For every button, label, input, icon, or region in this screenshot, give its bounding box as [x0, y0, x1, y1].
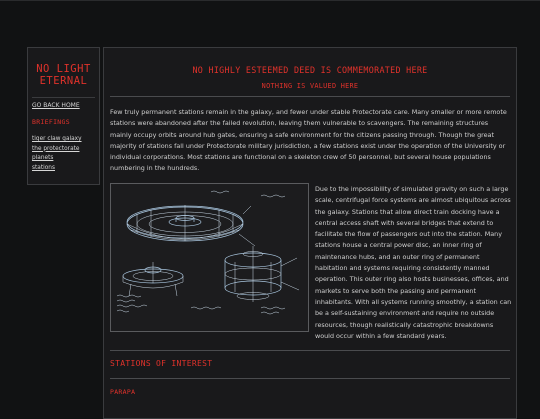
side-profile-sketch — [123, 262, 183, 296]
title-divider — [110, 96, 510, 97]
stations-of-interest-heading: STATIONS OF INTEREST — [110, 359, 213, 368]
sidebar-divider — [32, 97, 95, 98]
intro-paragraph: Few truly permanent stations remain in the galaxy, and fewer under stable Protectorate care. Many smaller or more remote stations were abandoned after the failed revolution, leaving them vulnerable to scavengers. The remaining structures mainly occupy orbits around hub gates, ensuring a safe environment for the citizens passing through. Though the great majority of stations fall under Protectorate military jurisdiction, a few stations exist under the operation of the University or individual corporations. Most stations are functional on a skeleton crew of 50 personnel, but several house populations numbering in the hundreds. — [110, 108, 507, 173]
disc-station-sketch — [127, 205, 255, 246]
main-content — [103, 47, 517, 419]
station-sketch-image — [110, 183, 309, 332]
section-divider-top — [110, 350, 510, 351]
sketch-annotations — [117, 191, 285, 314]
logo-line-2: ETERNAL — [39, 75, 88, 87]
page-title: NO HIGHLY ESTEEMED DEED IS COMMEMORATED HERE — [192, 65, 428, 75]
briefings-list — [32, 135, 99, 173]
body-paragraph: Due to the impossibility of simulated gravity on such a large scale, centrifugal force systems are almost ubiquitous across the galaxy. Stations that allow direct train docking have a central access shaft with several bridges that extend to facilitate the flow of passengers out into the station. Many stations house a central power disc, an inner ring of maintenance hubs, and an outer ring of permanent habitation and systems requiring consistently manned operation. This outer ring also hosts businesses, offices, and markets to serve both the passing and permanent inhabitants. With all systems running smoothly, a station can be a self-sustaining environment and require no outside resources, though realistically catastrophic breakdowns would occur within a few standard years. — [315, 185, 512, 340]
sidebar — [27, 47, 100, 185]
sidebar-item-planets[interactable]: planets — [32, 155, 54, 161]
sidebar-item-the-protectorate[interactable]: the protectorate — [32, 145, 80, 152]
cylinder-station-sketch — [225, 246, 299, 302]
page-subtitle: NOTHING IS VALUED HERE — [261, 82, 359, 90]
sidebar-item-stations[interactable]: stations — [32, 164, 55, 171]
top-edge — [0, 0, 540, 1]
go-back-home-link[interactable]: GO BACK HOME — [32, 102, 80, 109]
sidebar-item-tiger-claw-galaxy[interactable]: tiger claw galaxy — [32, 136, 82, 142]
site-logo[interactable] — [28, 63, 99, 87]
briefings-heading: BRIEFINGS — [32, 118, 70, 126]
logo-line-1: NO LIGHT — [36, 63, 91, 75]
parapa-heading: PARAPA — [110, 388, 136, 396]
station-sketch-drawing — [111, 184, 308, 331]
section-divider-bottom — [110, 378, 510, 379]
